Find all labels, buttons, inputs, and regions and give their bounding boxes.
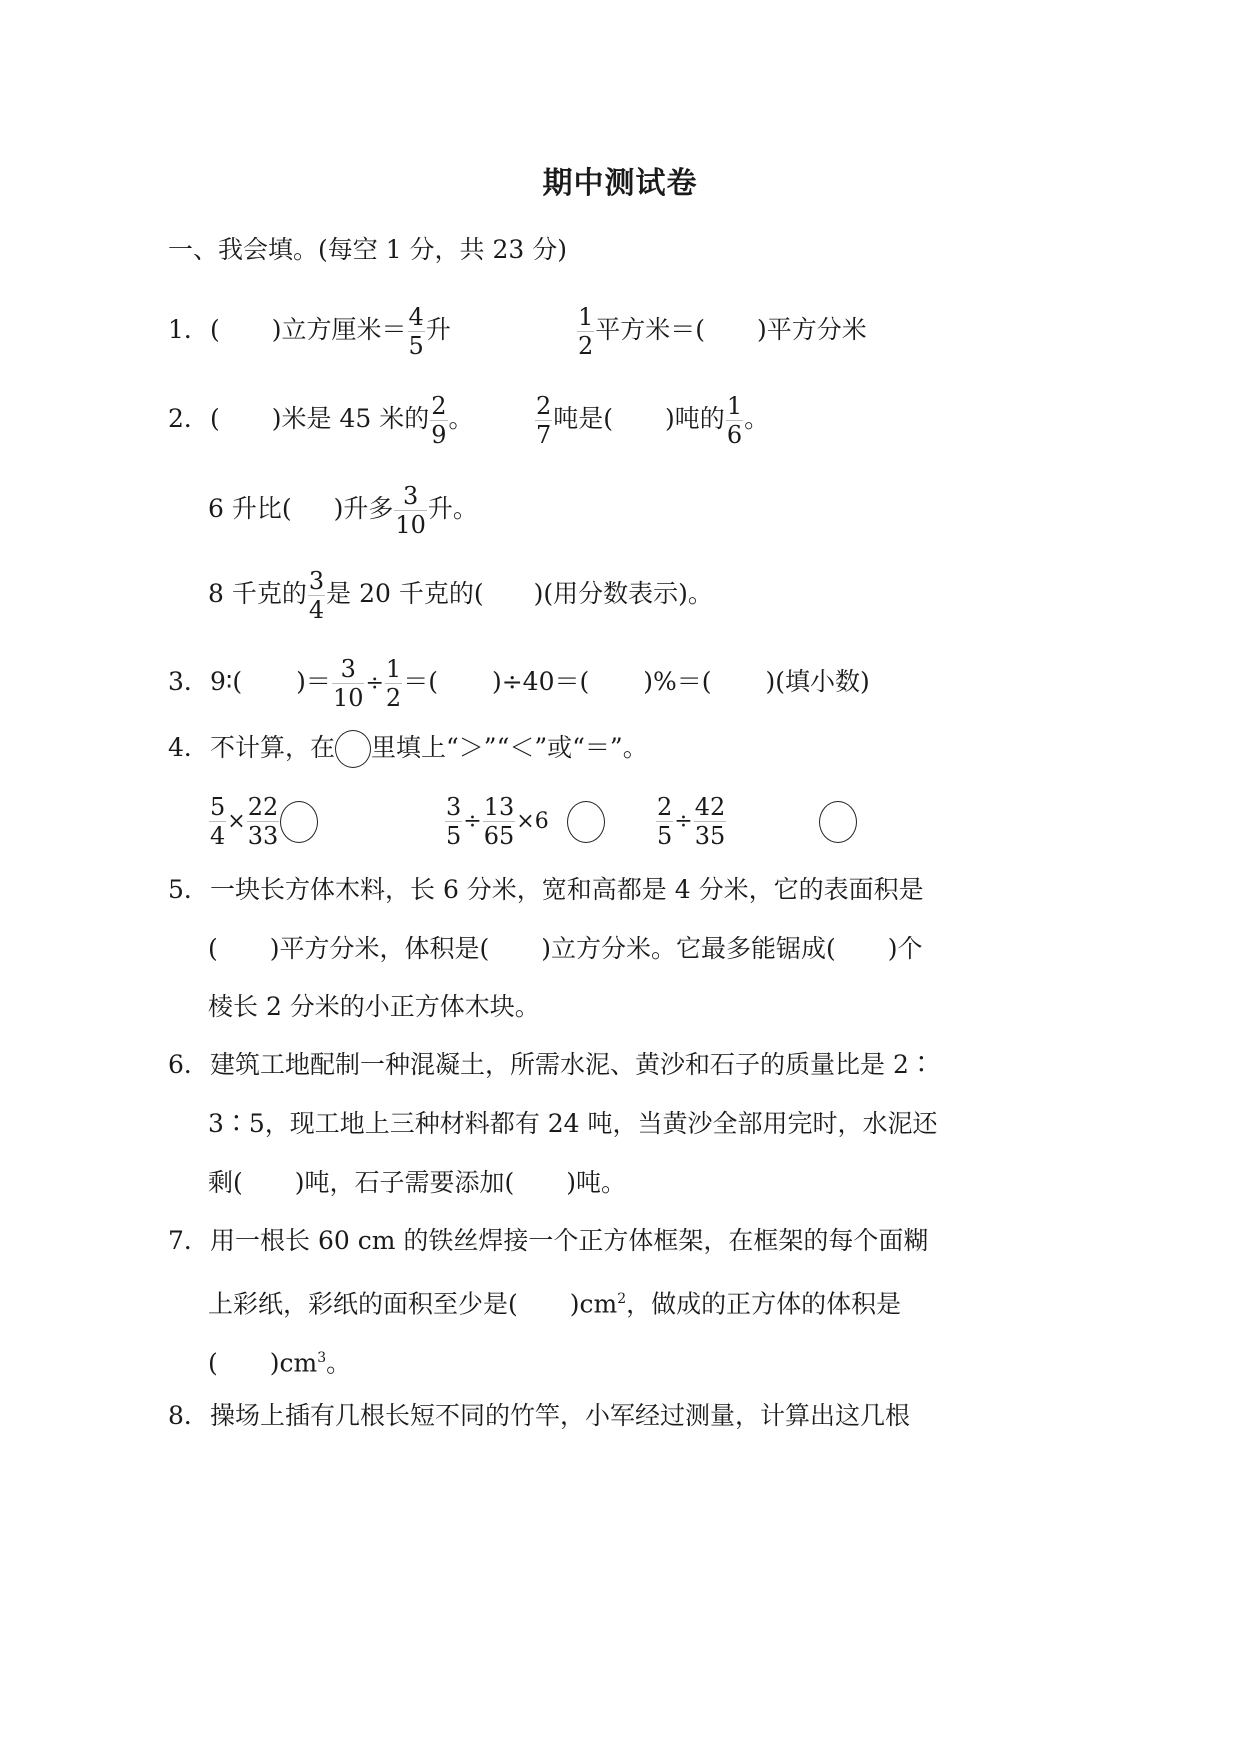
text: )个 xyxy=(887,934,923,963)
compare-item-3 xyxy=(655,793,857,850)
fraction: $\frac{3}{5}$ xyxy=(446,793,462,850)
text: )立方厘米＝ xyxy=(271,315,407,344)
question-4 xyxy=(168,730,648,768)
superscript: 2 xyxy=(617,1291,627,1307)
fraction: $\frac{42}{35}$ xyxy=(694,793,726,850)
text: )(用分数表示)。 xyxy=(533,579,713,608)
text: 建筑工地配制一种混凝土，所需水泥、黄沙和石子的质量比是 2∶ xyxy=(210,1050,934,1079)
text: ＝( xyxy=(403,667,438,696)
fraction: $\frac{3}{4}$ xyxy=(308,567,325,624)
divide-sign: ÷ xyxy=(365,670,384,696)
text: 是 20 千克的( xyxy=(326,579,484,608)
compare-circle[interactable] xyxy=(567,801,605,843)
text: 吨是( xyxy=(553,404,614,433)
question-number: 7． xyxy=(168,1226,209,1255)
blank-open: ( xyxy=(210,315,220,344)
text: )%＝( xyxy=(643,667,712,696)
question-number: 6． xyxy=(168,1050,209,1079)
question-3 xyxy=(168,655,870,712)
fraction: $\frac{2}{5}$ xyxy=(657,793,673,850)
text: 。 xyxy=(326,1348,352,1378)
text: )吨的 xyxy=(665,404,725,433)
text: 不计算，在 xyxy=(210,733,336,762)
fraction: $\frac{22}{33}$ xyxy=(247,793,279,850)
question-7 xyxy=(168,1223,928,1259)
text: 一块长方体木料，长 6 分米，宽和高都是 4 分米，它的表面积是 xyxy=(210,875,924,904)
fraction: $\frac{2}{7}$ xyxy=(536,392,552,449)
fraction: $\frac{3}{10}$ xyxy=(395,482,426,539)
text: )＝ xyxy=(296,667,331,696)
text: 上彩纸，彩纸的面积至少是( xyxy=(208,1289,518,1319)
compare-circle[interactable] xyxy=(280,801,318,843)
question-2 xyxy=(168,392,474,449)
text: )吨，石子需要添加( xyxy=(294,1168,515,1197)
fraction: $\frac{1}{6}$ xyxy=(726,392,743,449)
operator: ÷ xyxy=(674,808,693,834)
fraction: $\frac{2}{9}$ xyxy=(431,392,447,449)
text: )立方分米。它最多能锯成( xyxy=(541,934,836,963)
blank-open: ( xyxy=(210,404,220,433)
fraction: $\frac{1}{2}$ xyxy=(385,655,402,712)
question-number: 3． xyxy=(168,667,209,696)
text: ×6 xyxy=(516,808,549,834)
text: 。 xyxy=(448,404,474,433)
compare-item-2 xyxy=(444,793,605,850)
text: 升。 xyxy=(427,494,478,523)
text: )÷40＝( xyxy=(491,667,590,696)
question-2c xyxy=(208,482,478,539)
text: 8 千克的 xyxy=(208,579,307,608)
text: 剩( xyxy=(208,1168,243,1197)
text: )平方分米 xyxy=(757,315,867,344)
text: )平方分米，体积是( xyxy=(269,934,490,963)
text: 操场上插有几根长短不同的竹竿，小军经过测量，计算出这几根 xyxy=(210,1401,911,1430)
text: )升多 xyxy=(333,494,394,523)
text: )米是 45 米的 xyxy=(271,404,430,433)
fraction: $\frac{1}{2}$ xyxy=(578,303,594,360)
circle-icon xyxy=(335,730,371,768)
question-5 xyxy=(168,872,924,908)
text: 里填上“＞”“＜”或“＝”。 xyxy=(371,733,648,762)
question-number: 2． xyxy=(168,404,209,433)
text: ，做成的正方体的体积是 xyxy=(626,1289,902,1319)
text: )cm xyxy=(569,1289,618,1319)
superscript: 3 xyxy=(317,1350,327,1366)
fraction: $\frac{13}{65}$ xyxy=(483,793,515,850)
text: )cm xyxy=(269,1348,318,1378)
text: 平方米＝( xyxy=(595,315,706,344)
fraction: $\frac{5}{4}$ xyxy=(210,793,226,850)
operator: ÷ xyxy=(463,808,482,834)
text: 用一根长 60 cm 的铁丝焊接一个正方体框架，在框架的每个面糊 xyxy=(210,1226,929,1255)
text: 9∶( xyxy=(210,667,243,696)
question-number: 8． xyxy=(168,1401,209,1430)
question-2b xyxy=(534,392,769,449)
text: 6 升比( xyxy=(208,494,292,523)
question-5-line3: 棱长 2 分米的小正方体木块。 xyxy=(208,992,540,1021)
text: ( xyxy=(208,1348,218,1378)
fraction: $\frac{4}{5}$ xyxy=(408,303,424,360)
question-number: 4． xyxy=(168,733,209,762)
text: )吨。 xyxy=(566,1168,627,1197)
question-8 xyxy=(168,1398,910,1434)
question-6 xyxy=(168,1047,934,1083)
question-5-line2 xyxy=(208,931,923,967)
question-7-line2 xyxy=(208,1281,901,1322)
question-1b xyxy=(576,303,867,360)
question-6-line2: 3∶5，现工地上三种材料都有 24 吨，当黄沙全部用完时，水泥还 xyxy=(208,1109,938,1138)
question-7-line3 xyxy=(208,1340,351,1381)
question-number: 1． xyxy=(168,315,209,344)
text: 。 xyxy=(744,404,770,433)
text: ( xyxy=(208,934,218,963)
question-number: 5． xyxy=(168,875,209,904)
page-title: 期中测试卷 xyxy=(542,166,698,201)
question-1 xyxy=(168,303,451,360)
compare-circle[interactable] xyxy=(819,801,857,843)
operator: × xyxy=(227,808,246,834)
fraction: $\frac{3}{10}$ xyxy=(332,655,364,712)
question-2d xyxy=(208,567,713,624)
text: )(填小数) xyxy=(765,667,870,696)
question-6-line3 xyxy=(208,1165,626,1201)
text: 升 xyxy=(425,315,451,344)
compare-item-1 xyxy=(208,793,318,850)
section-heading: 一、我会填。(每空 1 分，共 23 分) xyxy=(168,235,568,264)
